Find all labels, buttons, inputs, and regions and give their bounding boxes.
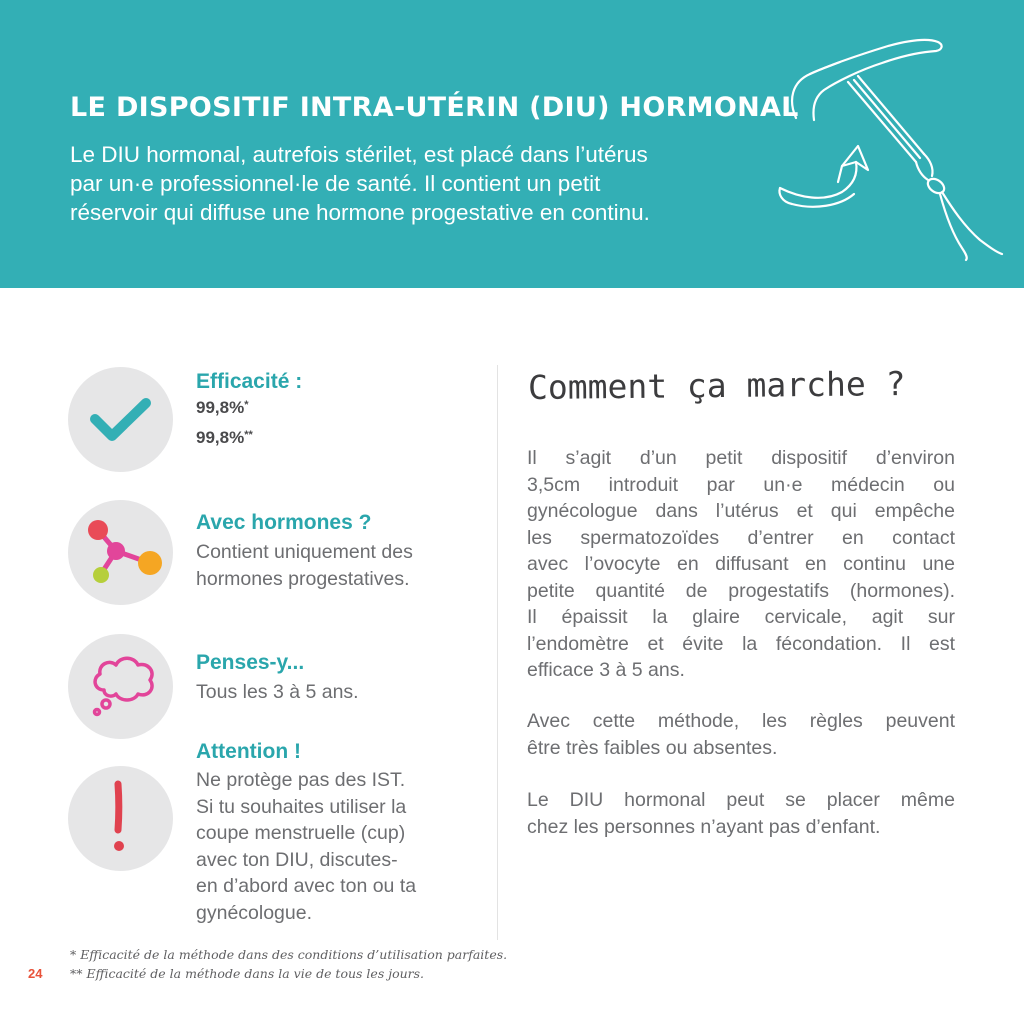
text-line: en d’abord avec ton ou ta [196, 875, 417, 897]
iud-illustration-icon [770, 30, 1015, 270]
text-line: gynécologue. [196, 901, 313, 924]
column-divider [497, 365, 498, 940]
text-line: coupe menstruelle (cup) [196, 822, 406, 844]
efficacy-perfect-use [196, 398, 248, 418]
text-line: hormones progestatives. [196, 567, 410, 590]
text-line: avec ton DIU, discutes- [196, 848, 398, 871]
page-number: 24 [28, 966, 43, 981]
efficacy-value: 99,8% [196, 398, 245, 417]
footnote: ** Efficacité de la méthode dans la vie de tous les jours. [70, 966, 425, 981]
warning-text [196, 767, 476, 926]
efficacy-icon-circle [68, 367, 173, 472]
text-line: Tous les 3 à 5 ans. [196, 681, 359, 703]
text-line: gynécologue dans l’utérus et qui empêche [527, 500, 955, 522]
text-line: Il s’agit d’un petit dispositif d’environ [527, 447, 955, 469]
text-line: 3,5cm introduit par un·e médecin ou [527, 473, 955, 496]
intro-line: Le DIU hormonal, autrefois stérilet, est placé dans l’utérus [70, 142, 648, 167]
intro-line: réservoir qui diffuse une hormone progestative en continu. [70, 200, 650, 225]
how-it-works-paragraph [527, 445, 955, 684]
footnote-mark: ** [244, 429, 253, 441]
intro-line: par un·e professionnel·le de santé. Il contient un petit [70, 171, 601, 196]
hormones-icon-circle [68, 500, 173, 605]
text-line: chez les personnes n’ayant pas d’enfant. [527, 815, 881, 838]
text-line: Contient uniquement des [196, 541, 413, 563]
warning-title: Attention ! [196, 740, 301, 763]
text-line: Le DIU hormonal peut se placer même [527, 789, 955, 811]
text-line: avec l’ovocyte en diffusant en continu une [527, 553, 955, 575]
footnote-mark: * [244, 399, 249, 411]
how-it-works-paragraph [527, 708, 955, 761]
hormones-title: Avec hormones ? [196, 511, 372, 534]
efficacy-typical-use [196, 428, 253, 448]
thought-bubble-icon [68, 634, 173, 739]
text-line: Avec cette méthode, les règles peuvent [527, 710, 955, 732]
efficacy-title: Efficacité : [196, 370, 303, 393]
text-line: les spermatozoïdes d’entrer en contact [527, 526, 955, 549]
warning-icon-circle [68, 766, 173, 871]
text-line: efficace 3 à 5 ans. [527, 659, 685, 681]
text-line: Il épaissit la glaire cervicale, agit sur [527, 606, 955, 628]
text-line: petite quantité de progestatifs (hormones). [527, 579, 955, 602]
how-it-works-paragraph [527, 787, 955, 840]
efficacy-value: 99,8% [196, 428, 245, 447]
page-title: LE DISPOSITIF INTRA-UTÉRIN (DIU) HORMONAL [70, 92, 799, 123]
header-banner [0, 0, 1024, 288]
checkmark-icon [68, 367, 173, 472]
text-line: être très faibles ou absentes. [527, 736, 778, 759]
reminder-title: Penses-y... [196, 651, 305, 674]
hormones-text [196, 539, 476, 592]
how-it-works-title: Comment ça marche ? [527, 364, 906, 407]
text-line: Si tu souhaites utiliser la [196, 795, 407, 818]
molecule-icon [68, 500, 173, 605]
text-line: Ne protège pas des IST. [196, 769, 406, 791]
exclamation-icon [68, 766, 173, 871]
intro-text [70, 140, 770, 227]
text-line: l’endomètre et évite la fécondation. Il est [527, 632, 955, 655]
footnote: * Efficacité de la méthode dans des conditions d’utilisation parfaites. [70, 947, 508, 962]
reminder-text [196, 679, 476, 706]
reminder-icon-circle [68, 634, 173, 739]
